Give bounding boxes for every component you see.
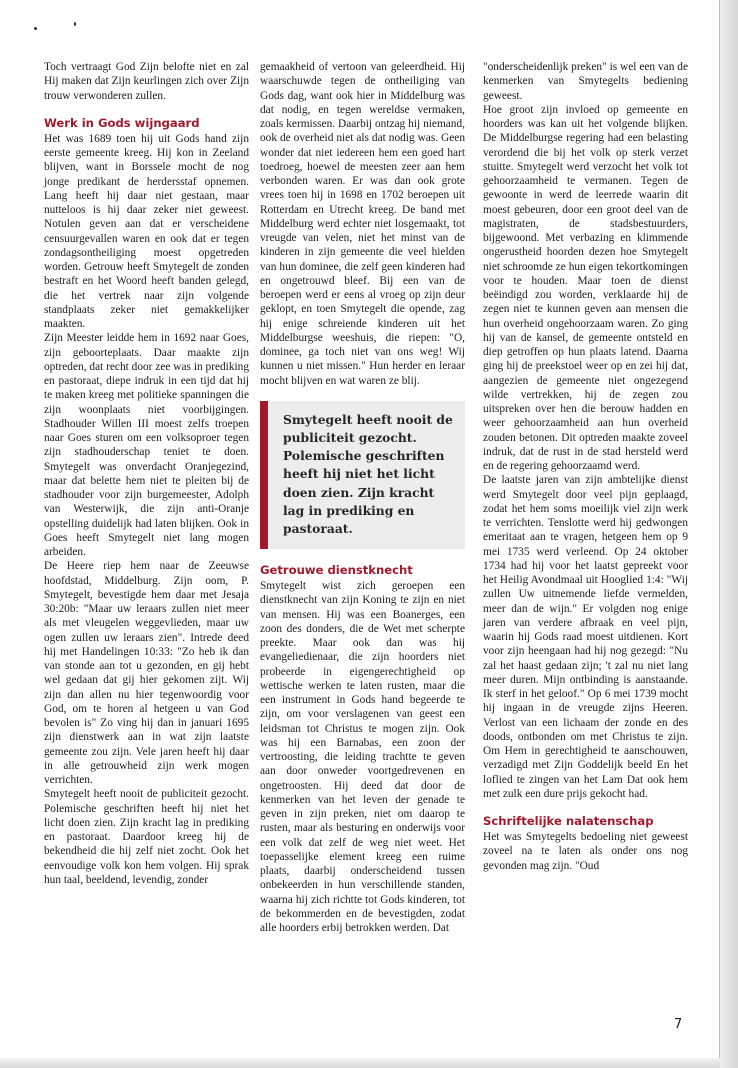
page-edge-shadow xyxy=(719,0,738,1068)
scan-mark xyxy=(34,27,37,30)
pull-quote: Smytegelt heeft nooit de publiciteit gezocht. Polemische geschriften heeft hij niet het licht doen zien. Zijn kracht lag in prediking en pastoraat. xyxy=(260,401,465,549)
paragraph: gemaakheid of vertoon van geleerdheid. Hij waarschuwde tegen de ontheiliging van Gods dag, want ook hier in Middelburg was dat nodig, en tegen wereldse vermaken, zoals kermissen. Daarbij ontzag hij niemand, ook de overheid niet als dat nodig was. Geen wonder dat niet iedereen hem een goed hart toedroeg, hoewel de meesten zeer aan hem verbonden waren. Er was dan ook grote vrees toen hij in 1698 en 1702 beroepen uit Rotterdam en Utrecht kreeg. De band met Middelburg werd echter niet losgemaakt, tot vreugde van velen, niet het minst van de kinderen in zijn gemeente die veel hielden van hun dominee, die zelf geen kinderen had en ongetrouwd bleef. Bij een van de beroepen werd er eens al vroeg op zijn deur geklopt, en toen Smytegelt die opende, zag hij enige schreiende kinderen uit het Middelburgse weeshuis, die riepen: "O, dominee, ga toch niet van ons weg! Wij kunnen u niet missen." Hun herder en leraar mocht blijven en wat waren ze blij. xyxy=(260,61,465,387)
paragraph: Smytegelt wist zich geroepen een dienstknecht van zijn Koning te zijn en niet van mensen. Hij was een Boanerges, een zoon des donders, die de Wet met scherpte preekte. Maar ook dan was hij evangeliedienaar, die zijn hoorders niet probeerde in eigengerechtigheid op wettische werken te laten rusten, maar die een instrument in Gods hand begeerde te zijn, om voor verslagenen van geest een leidsman tot Christus te mogen zijn. Ook was hij een Barnabas, een zoon der vertroosting, die leiding trachtte te geven aan door onweder voortgedrevenen en ongetroosten. Hij deed dat door de kenmerken van het leven der genade te geven in zijn preken, niet om daarop te rusten, maar als besturing en onderwijs voor een volk dat zelf de weg niet weet. Het toepasselijke element kreeg een ruime plaats, daarbij onderscheidend tussen onbekeerden in hun verschillende standen, waarna hij zich richtte tot Gods kinderen, tot de bekommerden en de bevestigden, zodat alle hoorders erbij betrokken werden. Dat xyxy=(260,580,465,935)
column-left xyxy=(44,60,249,887)
paragraph: Het was 1689 toen hij uit Gods hand zijn eerste gemeente kreeg. Hij kon in Zeeland blijven, want in Borssele mocht de nog jonge predikant de herdersstaf opnemen. Lang heeft hij daar niet gestaan, maar nutteloos is hij daar zeker niet geweest. Notulen geven aan dat er verscheidene censuurgevallen waren en ook dat er tegen zondagsontheiliging moest opgetreden worden. Getrouw heeft Smytegelt de zonden bestraft en het Woord heeft banden gelegd, die het vertrek naar zijn volgende standplaats zeker niet gemakkelijker maakten. xyxy=(44,132,249,330)
section-heading-getrouwe-dienstknecht: Getrouwe dienstknecht xyxy=(260,563,413,578)
section-heading-schriftelijke-nalatenschap: Schriftelijke nalatenschap xyxy=(483,814,654,828)
paragraph: Smytegelt heeft nooit de publiciteit gezocht. Polemische geschriften heeft hij niet het licht doen zien. Zijn kracht lag in prediking en pastoraat. Daardoor kreeg hij de bekendheid die hij zelf niet zocht. Ook het eenvoudige volk kon hem volgen. Hij sprak hun taal, beeldend, levendig, zonder xyxy=(44,788,249,886)
page-bottom-shadow xyxy=(0,1058,720,1068)
scan-mark xyxy=(74,22,76,26)
paragraph: Toch vertraagt God Zijn belofte niet en zal Hij maken dat Zijn keurlingen zich over Zijn trouw verwonderen zullen. xyxy=(44,61,249,102)
paragraph: Zijn Meester leidde hem in 1692 naar Goes, zijn geboorteplaats. Daar maakte zijn optreden, dat recht door zee was in prediking en pastoraat, diepe indruk in een tijd dat hij te maken kreeg met politieke spanningen die zijn woonplaats niet voorbijgingen. Stadhouder Willen III moest zelfs troepen naar Goes sturen om een volksoproer tegen zijn stadhouderschap teniet te doen. Smytegelt was onverdacht Oranjegezind, maar dat belette hem niet te pleiten bij de stadhouder voor zijn burgemeester, Adolph van Westerwijk, die zijn anti-Oranje opstelling duidelijk had laten blijken. Ook in Goes heeft Smytegelt niet lang mogen arbeiden. xyxy=(44,332,249,558)
paragraph: Hoe groot zijn invloed op gemeente en hoorders was kan uit het volgende blijken. De Middelburgse regering had een belasting verordend die bij het volk op sterk verzet stuitte. Smytegelt werd verzocht het volk tot gehoorzaamheid te vermanen. Tegen de gewoonte in werd de leerrede waarin dit moest gebeuren, door een groot deel van de magistraten, de stadsbestuurders, bijgewoond. Met verbazing en klimmende ongerustheid hoorden dezen hoe Smytegelt niet schroomde ze hun eigen tekortkomingen voor te houden. Maar toen de dienst beëindigd zou worden, verklaarde hij de zegen niet te kunnen geven aan mensen die hun overheid ongehoorzaam waren. Zo ging hij van de kansel, de gemeente ontsteld en diep getroffen op hun plaats latend. Daarna ging hij de preekstoel weer op en zei hij dat, aangezien de gemeente niet ongezegend wilde vertrekken, hij de zegen zou uitspreken over hen die berouw hadden en weer gehoorzaamheid aan hun overheid zouden betonen. Dit optreden maakte zoveel indruk, dat de rust in de stad hersteld werd en de regering gehoorzaamd werd. xyxy=(483,103,688,472)
column-right xyxy=(483,60,688,873)
paragraph: De Heere riep hem naar de Zeeuwse hoofdstad, Middelburg. Zijn oom, P. Smytegelt, bevestigde hem daar met Jesaja 30:20b: "Maar uw leraars zullen niet meer als met vleugelen weggevlieden, maar uw ogen zullen uw leraars zien". Intrede deed hij met Handelingen 10:33: "Zo heb ik dan van stonde aan tot u gezonden, en gij hebt wel gedaan dat gij hier gekomen zijt. Wij zijn dan allen nu hier tegenwoordig voor God, om te horen al hetgeen u van God bevolen is" Zo ving hij dan in januari 1695 zijn dienstwerk aan in wat zijn laatste gemeente zou zijn. Vele jaren heeft hij daar in alle getrouwheid zijn werk mogen verrichten. xyxy=(44,560,249,786)
paragraph: De laatste jaren van zijn ambtelijke dienst werd Smytegelt door veel pijn geplaagd, zodat het hem soms moeilijk viel zijn werk te verrichten. Tenslotte werd hij gedwongen emeritaat aan te vragen, hetgeen hem op 9 mei 1735 werd verleend. Op 24 oktober 1734 had hij voor het laatst gepreekt voor het Heilig Avondmaal uit Hooglied 1:4: "Wij zullen Uw uitnemende liefde vermelden, meer dan de wijn." Er volgden nog enige jaren van verdere afbraak en veel pijn, waarin hij Gods raad moest uitdienen. Kort voor zijn heengaan had hij nog gezegd: "Nu zal het haast gedaan zijn; 't zal nu niet lang meer duren. Mijn ontbinding is aanstaande. Ik sterf in het geloof." Op 6 mei 1739 mocht hij ingaan in de vreugde zijns Heeren. Verlost van een lichaam der zonde en des doods, ontbonden om met Christus te zijn. Om Hem in gerechtigheid te aanschouwen, verzadigd met Zijn Goddelijk beeld En het loflied te zingen van het Lam Dat ook hem met zulk een dure prijs gekocht had. xyxy=(483,474,688,800)
page-number: 7 xyxy=(674,1017,683,1032)
section-heading-werk-in-gods-wijngaard: Werk in Gods wijngaard xyxy=(44,115,200,130)
paragraph: Het was Smytegelts bedoeling niet geweest zoveel na te laten als onder ons nog gevonden mag zijn. "Oud xyxy=(483,831,688,872)
paragraph: "onderscheidenlijk preken" is wel een van de kenmerken van Smytegelts bediening geweest. xyxy=(483,61,688,102)
column-middle xyxy=(260,60,465,935)
